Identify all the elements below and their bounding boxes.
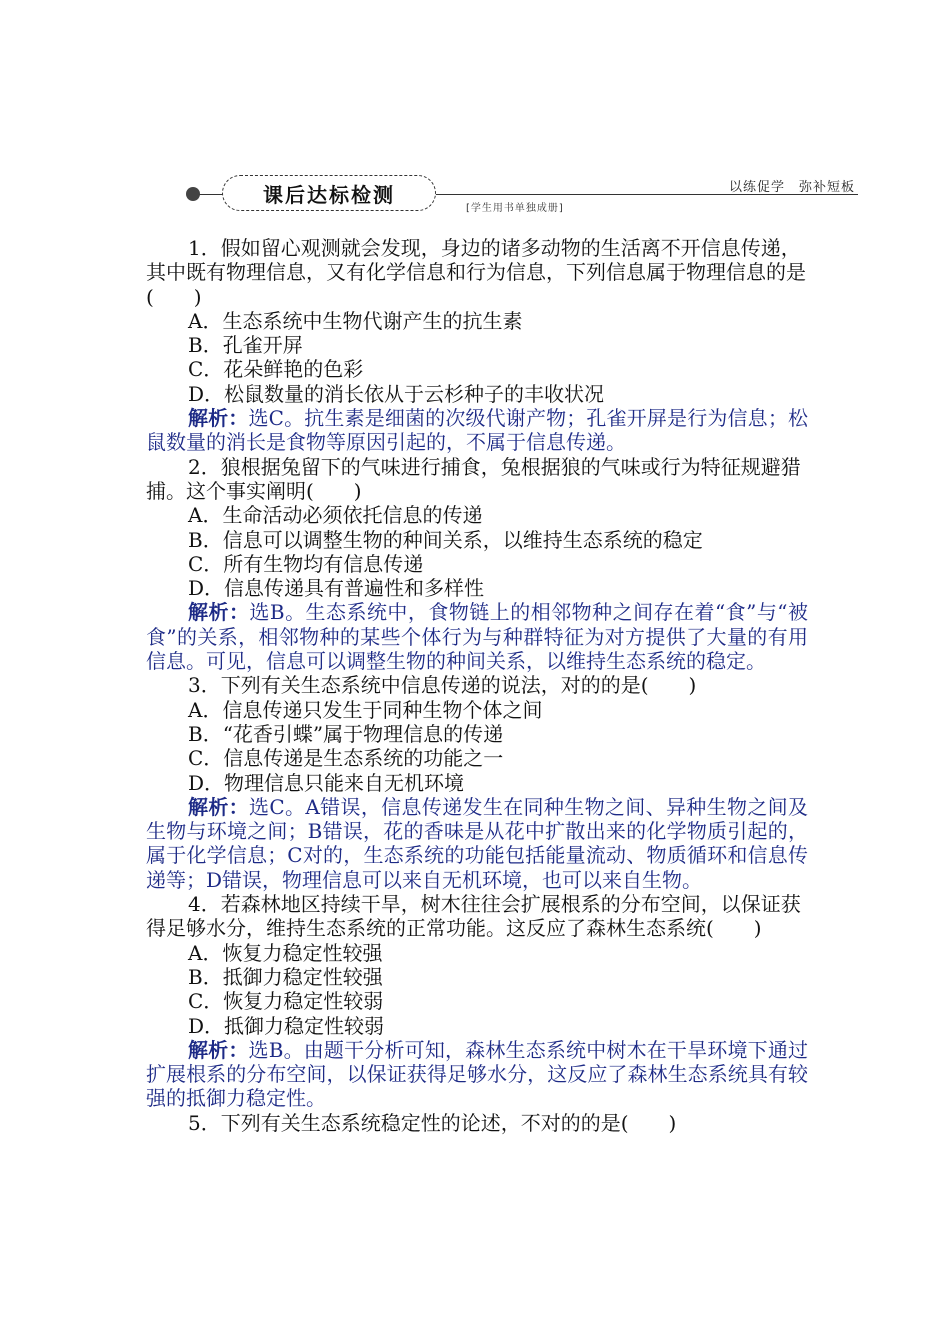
option-b: B．抵御力稳定性较强 [188, 964, 383, 989]
question-stem: 4．若森林地区持续干旱，树木往往会扩展根系的分布空间，以保证获得足够水分，维持生态系统的正常功能。这反应了森林生态系统( ) [146, 892, 801, 941]
option-a: A．生命活动必须依托信息的传递 [188, 503, 483, 528]
option-b: B．“花香引蝶”属于物理信息的传递 [188, 721, 504, 746]
explanation-text: 选B。由题干分析可知，森林生态系统中树木在干旱环境下通过扩展根系的分布空间，以保证获得足够水分，这反应了森林生态系统具有较强的抵御力稳定性。 [146, 1037, 808, 1111]
option-c: C．所有生物均有信息传递 [188, 551, 424, 576]
explanation-label: 解析： [188, 406, 249, 431]
header-bullet-dot [186, 187, 200, 201]
explanation [146, 600, 808, 673]
explanation-text: 选B。生态系统中，食物链上的相邻物种之间存在着“食”与“被食”的关系，相邻物种的某些个体行为与种群特征为对方提供了大量的有用信息。可见，信息可以调整生物的种间关系，以维持生态系统的稳定。 [146, 600, 809, 674]
question-stem: 5．下列有关生态系统稳定性的论述，不对的的是( ) [188, 1110, 677, 1135]
option-c: C．花朵鲜艳的色彩 [188, 357, 364, 382]
option-b: B．信息可以调整生物的种间关系，以维持生态系统的稳定 [188, 527, 703, 552]
explanation [146, 1038, 808, 1111]
question-stem: 2．狼根据兔留下的气味进行捕食，兔根据狼的气味或行为特征规避猎捕。这个事实阐明( ) [146, 454, 801, 503]
option-a: A．生态系统中生物代谢产生的抗生素 [188, 308, 523, 333]
option-a: A．恢复力稳定性较强 [188, 940, 383, 965]
question-list [146, 236, 808, 1135]
option-d: D．信息传递具有普遍性和多样性 [188, 576, 485, 601]
question-stem: 3．下列有关生态系统中信息传递的说法，对的的是( ) [188, 673, 697, 698]
explanation-text: 选C。抗生素是细菌的次级代谢产物；孔雀开屏是行为信息；松鼠数量的消长是食物等原因引起的，不属于信息传递。 [146, 406, 808, 455]
option-c: C．恢复力稳定性较弱 [188, 989, 384, 1014]
page-header [0, 0, 950, 230]
explanation-label: 解析： [188, 1037, 249, 1062]
option-b: B．孔雀开屏 [188, 333, 303, 358]
explanation [146, 406, 808, 455]
option-d: D．抵御力稳定性较弱 [188, 1013, 385, 1038]
header-right-label: 以练促学 弥补短板 [728, 180, 855, 195]
section-title-badge: 课后达标检测 [222, 175, 436, 211]
option-d: D．物理信息只能来自无机环境 [188, 770, 465, 795]
explanation-text: 选C。A错误，信息传递发生在同种生物之间、异种生物之间及生物与环境之间；B错误，花的香味是从花中扩散出来的化学物质引起的，属于化学信息；C对的，生态系统的功能包括能量流动、物质循环和信息传递等；D错误，物理信息可以来自无机环境，也可以来自生物。 [146, 794, 809, 892]
question-stem: 1．假如留心观测就会发现，身边的诸多动物的生活离不开信息传递，其中既有物理信息，又有化学信息和行为信息，下列信息属于物理信息的是( ) [146, 236, 806, 309]
option-c: C．信息传递是生态系统的功能之一 [188, 746, 504, 771]
explanation [146, 795, 808, 892]
explanation-label: 解析： [188, 600, 250, 625]
explanation-label: 解析： [188, 794, 250, 819]
option-d: D．松鼠数量的消长依从于云杉种子的丰收状况 [188, 381, 605, 406]
header-sub-label: [学生用书单独成册] [466, 203, 564, 214]
option-a: A．信息传递只发生于同种生物个体之间 [188, 697, 543, 722]
